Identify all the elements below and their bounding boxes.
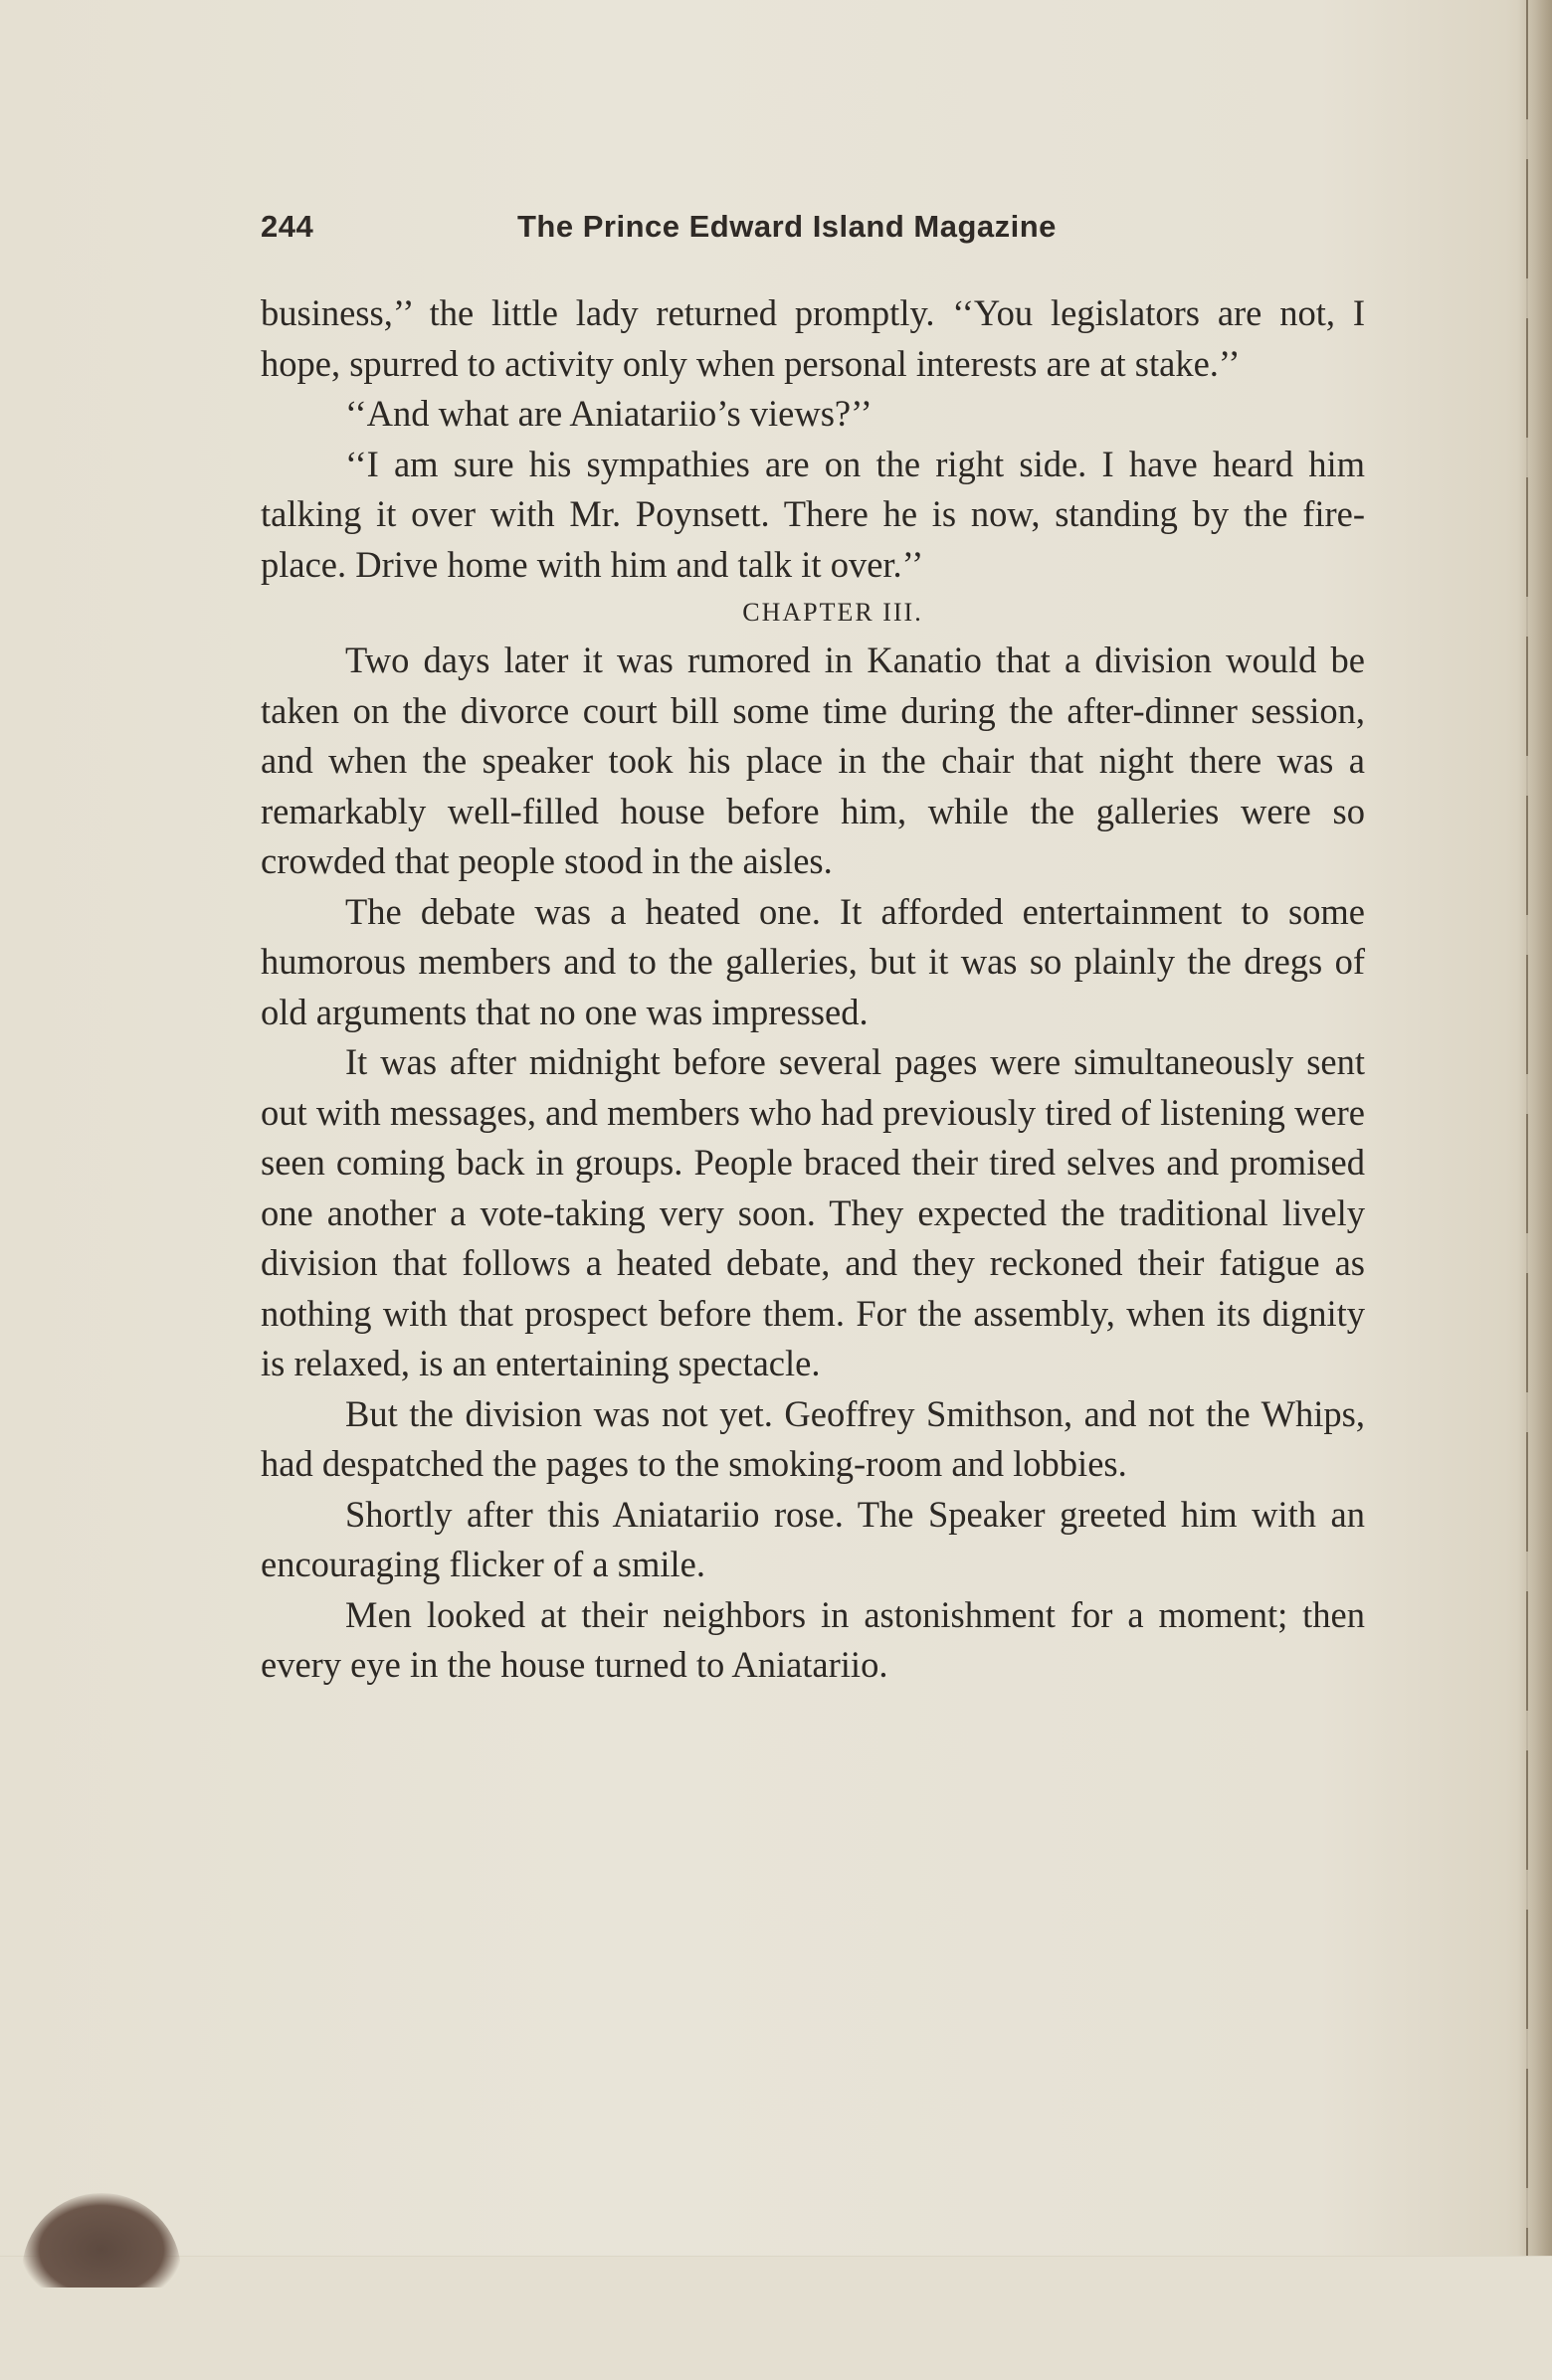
paragraph: It was after midnight before several pages were simultaneously sent out with messages, and members who had previously tired of listening were seen coming back in groups. People braced their tired selves and promised one another a vote-taking very soon. They expected the traditional lively division that follows a heated debate, and they reckoned their fatigue as nothing with that prospect before them. For the assembly, when its dignity is relaxed, is an entertaining spectacle. [261,1041,1365,1383]
body-text [261,288,1365,1691]
paragraph: Men looked at their neighbors in astonishment for a moment; then every eye in the house turned to Aniatariio. [261,1593,1365,1685]
paragraph: Two days later it was rumored in Kanatio that a division would be taken on the divorce court bill some time during the after-dinner session, and when the speaker took his place in the chair that night there was a remarkably well-filled house before him, while the galleries were so crowded that people stood in the aisles. [261,640,1365,881]
paragraph: business,’’ the little lady returned promptly. ‘‘You legislators are not, I hope, spurred to activity only when personal interests are at stake.’’ [261,292,1365,384]
paragraph: But the division was not yet. Geoffrey Smithson, and not the Whips, had despatched the pages to the smoking-room and lobbies. [261,1392,1365,1484]
magazine-title: The Prince Edward Island Magazine [517,209,1057,244]
paragraph: Shortly after this Aniatariio rose. The Speaker greeted him with an encouraging flicker of a smile. [261,1493,1365,1584]
running-head [261,209,1285,253]
paragraph: The debate was a heated one. It afforded entertainment to some humorous members and to the galleries, but it was so plainly the dregs of old arguments that no one was impressed. [261,890,1365,1032]
paragraph: ‘‘And what are Aniatariio’s views?’’ [345,393,873,434]
paragraph: ‘‘I am sure his sympathies are on the right side. I have heard him talking it over with Mr. Poynsett. There he is now, standing by the fire-place. Drive home with him and talk it over.’’ [261,443,1365,585]
thumb-shadow [22,2193,181,2288]
chapter-heading: CHAPTER III. [742,598,923,627]
page-binding-edge [1526,0,1528,2380]
scan-bottom-margin [0,2256,1552,2380]
page-number: 244 [261,209,314,244]
page-edge-shadow [1518,0,1552,2380]
